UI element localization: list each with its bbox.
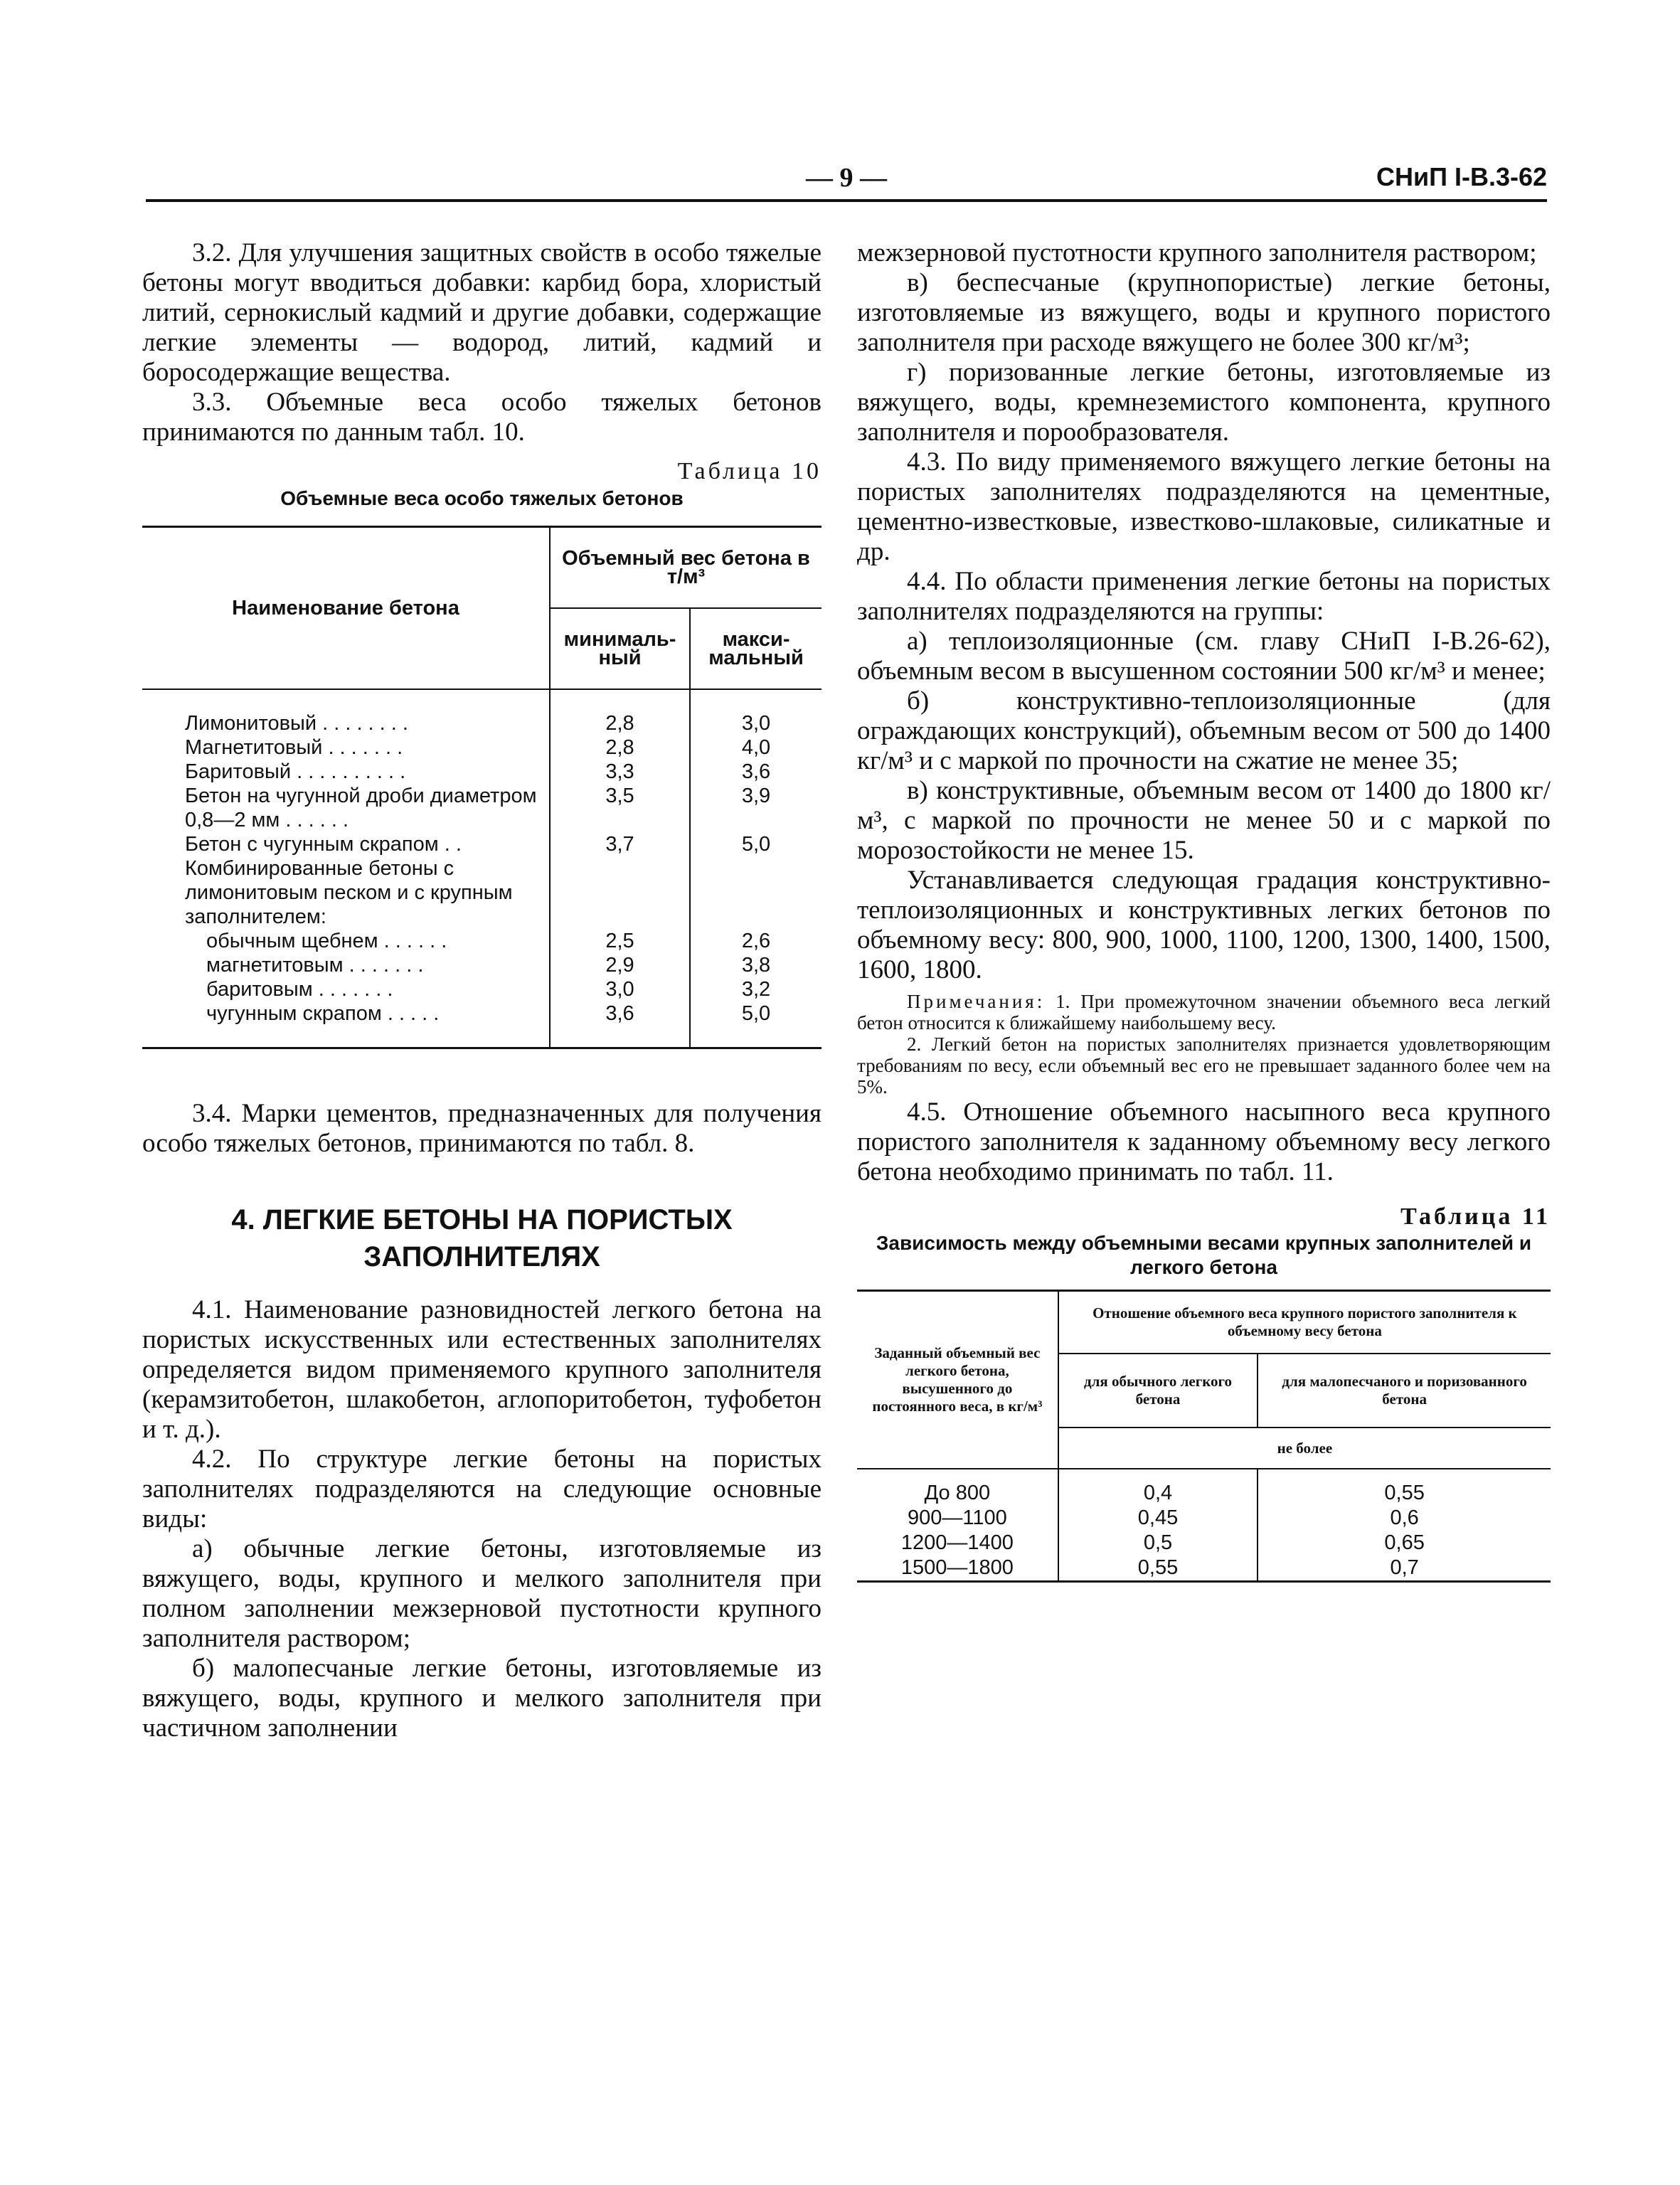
- page-header: [146, 162, 1547, 205]
- table-11-cell-low-sand: 0,7: [1390, 1556, 1419, 1579]
- table-11-header-group: Отношение объемного веса крупного пористого заполнителя к объемному весу бетона: [1058, 1291, 1551, 1354]
- table-11-row: [857, 1531, 1551, 1556]
- table-11-cell-ordinary: 0,4: [1058, 1481, 1258, 1506]
- table-11-label: Таблица 11: [1400, 1203, 1551, 1230]
- table-10-cell-name: баритовым . . . . . . .: [142, 977, 550, 1001]
- table-10-header-min: минималь- ный: [550, 608, 690, 689]
- table-10-cell-max: [690, 856, 822, 929]
- paragraph-4-4-v: в) конструктивные, объемным весом от 1400 до 1800 кг/м³, с маркой по прочности не менее 50 и с маркой по морозостойкости не менее 15.: [857, 776, 1551, 865]
- paragraph-4-2-a: а) обычные легкие бетоны, изготовляемые из вяжущего, воды, крупного и мелкого заполнителя при полном заполнении межзерновой пустотности крупного заполнителя раствором;: [142, 1534, 822, 1653]
- table-11-header-low-sand: для малопесчаного и поризованного бетона: [1258, 1354, 1551, 1428]
- table-10-cell-max: 3,6: [741, 760, 771, 783]
- table-10-cell-name: Баритовый . . . . . . . . . .: [142, 760, 550, 784]
- right-column: [857, 238, 1551, 1583]
- paragraph-4-5: 4.5. Отношение объемного насыпного веса крупного пористого заполнителя к заданному объемному весу легкого бетона необходимо принимать по табл. 11.: [857, 1097, 1551, 1186]
- table-10-row: [142, 832, 822, 856]
- table-11-header-ordinary: для обычного легкого бетона: [1058, 1354, 1258, 1428]
- header-rule: [146, 199, 1547, 202]
- table-10-row: [142, 953, 822, 977]
- paragraph-4-2: 4.2. По структуре легкие бетоны на пористых заполнителях подразделяются на следующие основные виды:: [142, 1445, 822, 1533]
- document-code: СНиП I-В.3-62: [1376, 162, 1547, 191]
- table-10-row: [142, 929, 822, 953]
- paragraph-4-2-g: г) поризованные легкие бетоны, изготовляемые из вяжущего, воды, кремнеземистого компонента, крупного заполнителя и порообразователя.: [857, 358, 1551, 447]
- table-10-row: [142, 1001, 822, 1026]
- paragraph-3-3: 3.3. Объемные веса особо тяжелых бетонов принимаются по данным табл. 10.: [142, 388, 822, 447]
- notes-label: Примечания:: [907, 991, 1046, 1012]
- table-11-cell-given: 1500—1800: [857, 1556, 1058, 1582]
- table-11-cell-given: 900—1100: [857, 1506, 1058, 1531]
- note-1: [857, 991, 1551, 1033]
- table-10: [142, 526, 822, 1049]
- left-column: [142, 238, 822, 1743]
- table-10-cell-min: 2,5: [550, 929, 690, 953]
- note-2: 2. Легкий бетон на пористых заполнителях признается удовлетворяющим требованиям по весу, если объемный вес его не превышает заданного более чем на 5%.: [857, 1033, 1551, 1097]
- table-10-cell-name: Бетон на чугунной дроби диаметром 0,8—2 мм . . . . . .: [142, 784, 550, 832]
- table-11-body: [857, 1469, 1551, 1582]
- table-10-cell-max: 5,0: [741, 1002, 771, 1025]
- table-11-cell-ordinary: 0,55: [1058, 1556, 1258, 1582]
- table-10-title: Объемные веса особо тяжелых бетонов: [280, 487, 684, 509]
- table-11: [857, 1290, 1551, 1583]
- table-10-cell-name: магнетитовым . . . . . . .: [142, 953, 550, 977]
- table-10-body: [142, 689, 822, 1048]
- table-10-row: [142, 711, 822, 735]
- table-10-header-max: макси- мальный: [690, 608, 822, 689]
- table-10-cell-min: 3,6: [550, 1001, 690, 1026]
- table-11-cell-ordinary: 0,5: [1058, 1531, 1258, 1556]
- paragraph-3-2: 3.2. Для улучшения защитных свойств в особо тяжелые бетоны могут вводиться добавки: карбид бора, хлористый литий, сернокислый кадмий и другие добавки, содержащие легкие элементы — водород, литий, кадмий и боросодержащие вещества.: [142, 238, 822, 387]
- table-11-row: [857, 1481, 1551, 1506]
- paragraph-4-4: 4.4. По области применения легкие бетоны на пористых заполнителях подразделяются на группы:: [857, 567, 1551, 626]
- table-10-cell-min: 2,8: [550, 735, 690, 760]
- paragraph-continuation: межзерновой пустотности крупного заполнителя раствором;: [857, 238, 1537, 267]
- paragraph-4-4-b: б) конструктивно-теплоизоляционные (для ограждающих конструкций), объемным весом от 500 до 1400 кг/м³ и с маркой по прочности на сжатие не менее 35;: [857, 686, 1551, 775]
- table-10-cell-name: чугунным скрапом . . . . .: [142, 1001, 550, 1026]
- table-10-row: [142, 977, 822, 1001]
- table-11-header-given: Заданный объемный вес легкого бетона, высушенного до постоянного веса, в кг/м³: [857, 1291, 1058, 1469]
- table-10-cell-max: 5,0: [741, 833, 771, 856]
- paragraph-4-3: 4.3. По виду применяемого вяжущего легкие бетоны на пористых заполнителях подразделяются на цементные, цементно-известковые, известково-шлаковые, силикатные и др.: [857, 447, 1551, 566]
- table-10-header-group: Объемный вес бетона в т/м³: [550, 527, 822, 609]
- table-10-cell-max: 3,2: [741, 978, 771, 1001]
- table-11-cell-given: 1200—1400: [857, 1531, 1058, 1556]
- table-10-cell-min: 3,7: [550, 832, 690, 856]
- table-11-header-not-more: не более: [1058, 1428, 1551, 1469]
- table-10-cell-min: 3,3: [550, 760, 690, 784]
- table-10-row: [142, 760, 822, 784]
- table-11-title: Зависимость между объемными весами крупных заполнителей и легкого бетона: [876, 1232, 1532, 1278]
- table-10-cell-name: обычным щебнем . . . . . .: [142, 929, 550, 953]
- table-10-cell-name: Комбинированные бетоны с лимонитовым песком и с крупным заполнителем:: [142, 856, 550, 929]
- table-11-cell-ordinary: 0,45: [1058, 1506, 1258, 1531]
- table-10-cell-name: Магнетитовый . . . . . . .: [142, 735, 550, 760]
- paragraph-3-4: 3.4. Марки цементов, предназначенных для получения особо тяжелых бетонов, принимаются по табл. 8.: [142, 1099, 822, 1158]
- paragraph-4-1: 4.1. Наименование разновидностей легкого бетона на пористых искусственных или естественных заполнителях определяется видом применяемого крупного заполнителя (керамзитобетон, шлакобетон, аглопоритобетон, туфобетон и т. д.).: [142, 1295, 822, 1444]
- table-11-row: [857, 1506, 1551, 1531]
- table-10-cell-max: 3,9: [741, 785, 771, 807]
- table-10-row: [142, 784, 822, 832]
- table-10-cell-min: 2,8: [550, 711, 690, 735]
- table-10-cell-name: Бетон с чугунным скрапом . .: [142, 832, 550, 856]
- table-10-cell-min: 3,5: [550, 784, 690, 832]
- table-10-cell-min: 2,9: [550, 953, 690, 977]
- note-1-text: 1. При промежуточном значении объемного веса легкий бетон относится к ближайшему наибольшему весу.: [857, 991, 1551, 1033]
- table-10-cell-max: 4,0: [741, 736, 771, 759]
- table-10-label: Таблица 10: [677, 458, 822, 484]
- table-11-cell-low-sand: 0,65: [1384, 1531, 1425, 1554]
- section-4-heading: 4. ЛЕГКИЕ БЕТОНЫ НА ПОРИСТЫХ ЗАПОЛНИТЕЛЯХ: [231, 1204, 733, 1272]
- table-10-cell-name: Лимонитовый . . . . . . . .: [142, 711, 550, 735]
- paragraph-4-2-v: в) беспесчаные (крупнопористые) легкие бетоны, изготовляемые из вяжущего, воды и крупного пористого заполнителя при расходе вяжущего не более 300 кг/м³;: [857, 268, 1551, 357]
- paragraph-4-4-a: а) теплоизоляционные (см. главу СНиП I-В.26-62), объемным весом в высушенном состоянии 500 кг/м³ и менее;: [857, 627, 1551, 686]
- table-10-cell-max: 3,8: [741, 954, 771, 977]
- table-10-cell-min: 3,0: [550, 977, 690, 1001]
- table-11-cell-low-sand: 0,6: [1390, 1506, 1419, 1529]
- table-10-header-name: Наименование бетона: [142, 527, 550, 690]
- table-10-cell-min: [550, 856, 690, 929]
- table-10-row: [142, 735, 822, 760]
- table-10-cell-max: 3,0: [741, 712, 771, 735]
- paragraph-gradation: Устанавливается следующая градация конструктивно-теплоизоляционных и конструктивных легких бетонов по объемному весу: 800, 900, 1000, 1100, 1200, 1300, 1400, 1500, 1600, 1800.: [857, 866, 1551, 984]
- paragraph-4-2-b: б) малопесчаные легкие бетоны, изготовляемые из вяжущего, воды, крупного и мелкого заполнителя при частичном заполнении: [142, 1654, 822, 1743]
- page-number: — 9 —: [806, 163, 887, 193]
- table-10-row: [142, 856, 822, 929]
- table-11-cell-low-sand: 0,55: [1384, 1482, 1425, 1504]
- table-10-cell-max: 2,6: [741, 930, 771, 952]
- table-11-cell-given: До 800: [857, 1481, 1058, 1506]
- table-11-row: [857, 1556, 1551, 1582]
